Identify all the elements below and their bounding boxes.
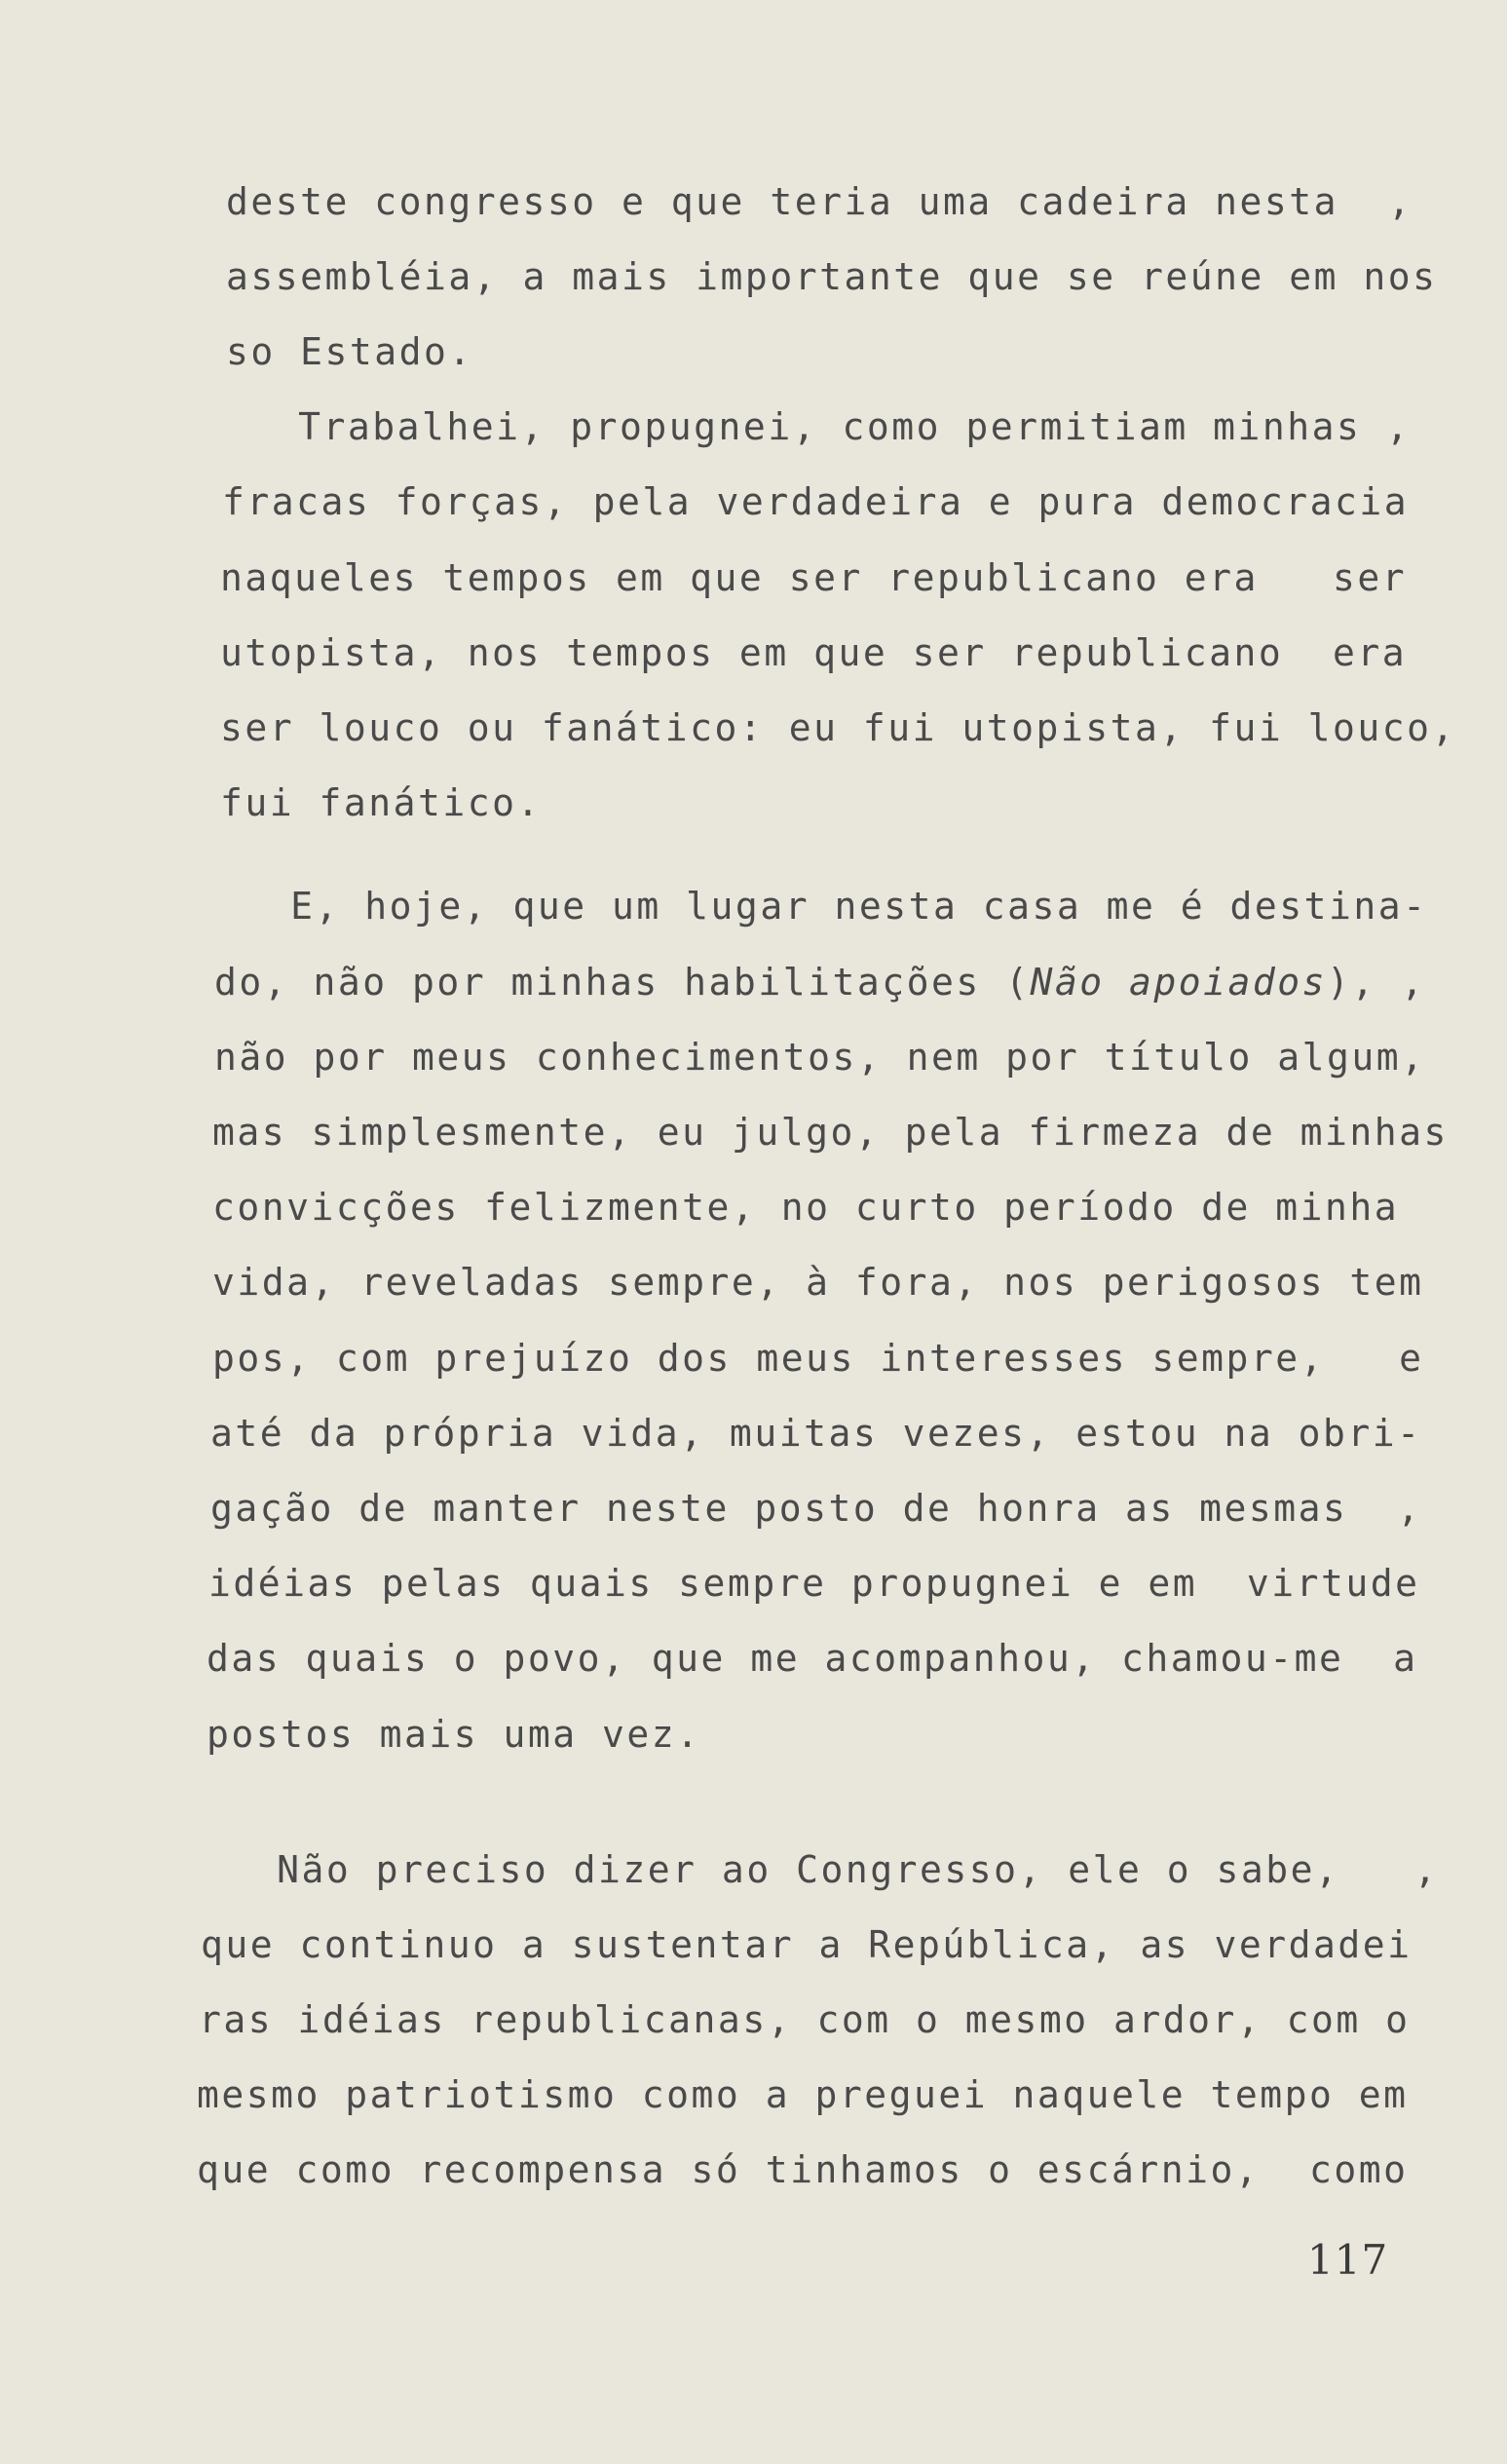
text-line: Não preciso dizer ao Congresso, ele o sabe, ,: [203, 1848, 1439, 1891]
text-line: não por meus conhecimentos, nem por título algum,: [214, 1036, 1426, 1079]
text-line: do, não por minhas habilitações (Não apoiados), ,: [214, 961, 1426, 1004]
text-line: Trabalhei, propugnei, como permitiam minhas ,: [224, 405, 1412, 448]
text-line: so Estado.: [226, 330, 473, 373]
text-line: postos mais uma vez.: [207, 1713, 701, 1756]
text-line: que continuo a sustentar a República, as verdadei: [201, 1923, 1413, 1966]
text-line: ser louco ou fanático: eu fui utopista, fui louco,: [220, 706, 1456, 749]
text-line: fracas forças, pela verdadeira e pura democracia: [222, 480, 1410, 523]
text-line: assembléia, a mais importante que se reúne em nos: [226, 255, 1438, 298]
text-line: idéias pelas quais sempre propugnei e em virtude: [208, 1562, 1420, 1605]
page-number: 117: [1307, 2236, 1389, 2284]
text-line: que como recompensa só tinhamos o escárnio, como: [197, 2148, 1409, 2191]
text-line: E, hoje, que um lugar nesta casa me é destina-: [216, 885, 1428, 928]
text-line: até da própria vida, muitas vezes, estou na obri-: [210, 1412, 1422, 1455]
text-line: fui fanático.: [220, 781, 542, 824]
text-line: convicções felizmente, no curto período de minha: [212, 1186, 1400, 1229]
text-line: ras idéias republicanas, com o mesmo ardor, com o: [199, 1998, 1411, 2041]
text-line: vida, reveladas sempre, à fora, nos perigosos tem: [212, 1261, 1424, 1304]
text-line: mesmo patriotismo como a preguei naquele tempo em: [197, 2073, 1409, 2116]
text-line: deste congresso e que teria uma cadeira nesta ,: [226, 180, 1413, 223]
text-line: mas simplesmente, eu julgo, pela firmeza de minhas: [212, 1111, 1449, 1154]
text-line: gação de manter neste posto de honra as mesmas ,: [210, 1487, 1422, 1530]
text-line: pos, com prejuízo dos meus interesses sempre, e: [212, 1337, 1424, 1380]
text-line: das quais o povo, que me acompanhou, chamou-me a: [207, 1637, 1418, 1680]
text-line: utopista, nos tempos em que ser republicano era: [220, 631, 1408, 674]
text-line: naqueles tempos em que ser republicano era ser: [220, 556, 1408, 599]
